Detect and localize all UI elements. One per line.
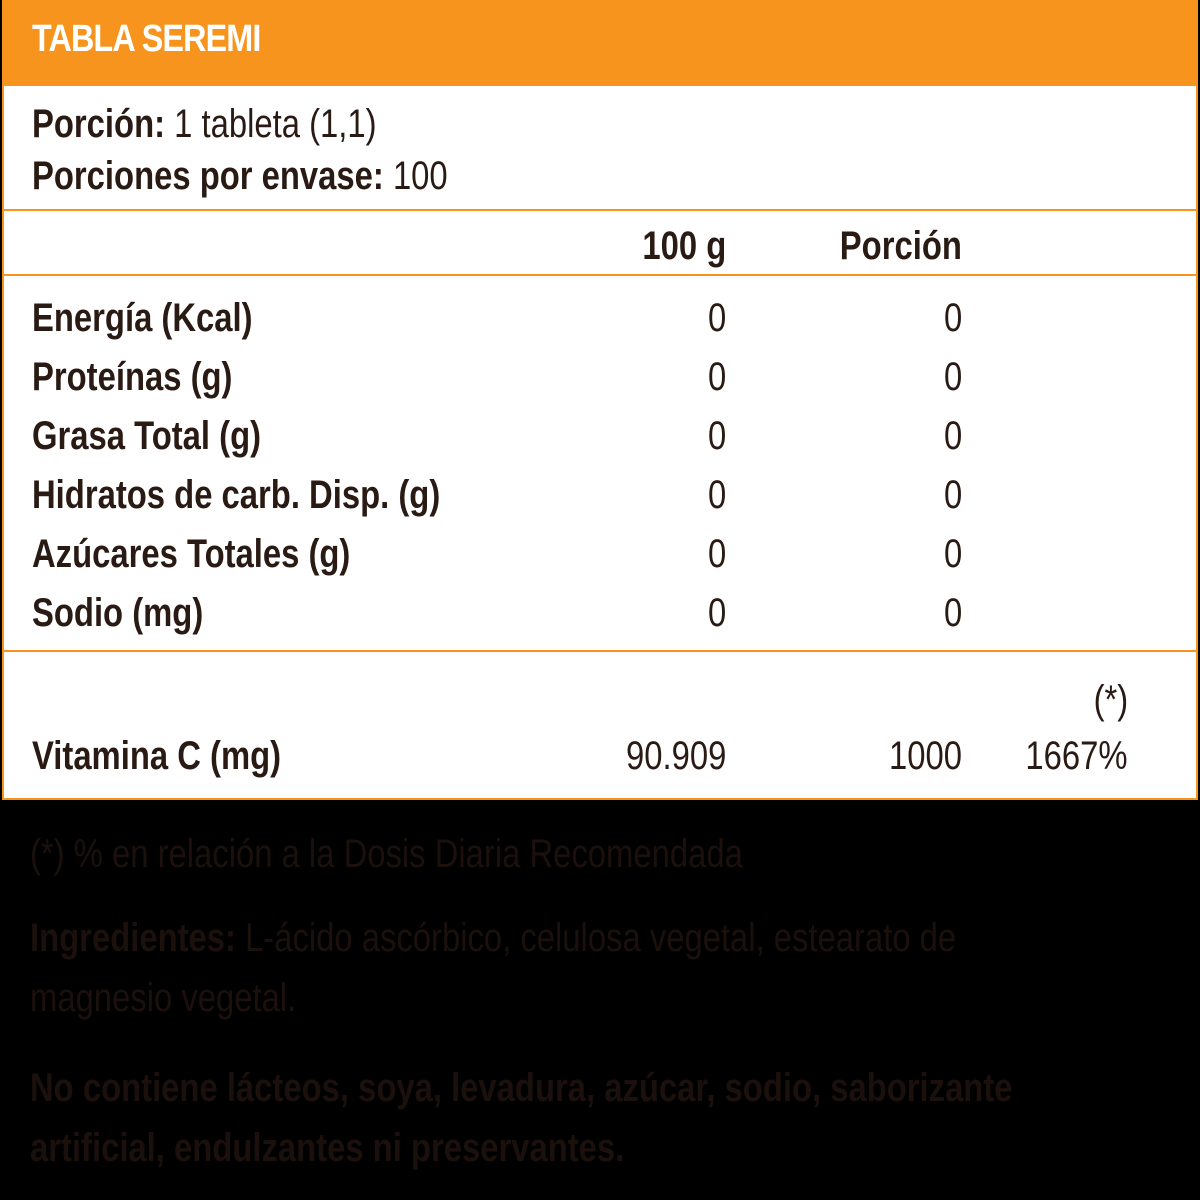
divider [4,274,1196,276]
title-bar [4,0,1196,86]
free-from-line-2: artificial, endulzantes ni preservantes. [30,1126,625,1170]
divider [4,650,1196,652]
nutrient-portion: 0 [943,532,962,576]
vitamin-percent: 1667% [1025,734,1128,778]
nutrient-per100: 0 [707,296,726,340]
nutrient-per100: 0 [707,414,726,458]
divider [4,209,1196,211]
ingredients-line-1 [30,914,956,962]
nutrient-name: Energía (Kcal) [32,296,253,340]
portions-per-pack-value: 100 [392,154,448,198]
nutrient-name: Azúcares Totales (g) [32,532,351,576]
vitamin-per100: 90.909 [625,734,726,778]
nutrition-table [2,0,1198,800]
ingredients-text: L-ácido ascórbico, celulosa vegetal, estearato de [245,916,957,960]
nutrient-portion: 0 [943,355,962,399]
daily-value-marker: (*) [1093,678,1128,722]
nutrient-per100: 0 [707,355,726,399]
column-header-portion: Porción [839,224,962,268]
portion-line [32,100,377,148]
nutrient-name: Grasa Total (g) [32,414,262,458]
portions-per-pack-label: Porciones por envase: [32,154,384,198]
nutrient-portion: 0 [943,414,962,458]
nutrient-per100: 0 [707,532,726,576]
portion-value: 1 tableta (1,1) [174,102,377,146]
ingredients-label: Ingredientes: [30,916,236,960]
column-header-100g: 100 g [642,224,726,268]
vitamin-name: Vitamina C (mg) [32,734,282,778]
nutrient-name: Sodio (mg) [32,591,204,635]
footnote: (*) % en relación a la Dosis Diaria Recomendada [30,832,743,876]
vitamin-portion: 1000 [889,734,962,778]
portions-per-pack-line [32,152,448,200]
nutrient-portion: 0 [943,473,962,517]
nutrient-name: Proteínas (g) [32,355,233,399]
nutrient-name: Hidratos de carb. Disp. (g) [32,473,441,517]
portion-label: Porción: [32,102,166,146]
nutrient-portion: 0 [943,591,962,635]
nutrient-per100: 0 [707,473,726,517]
ingredients-line-2: magnesio vegetal. [30,976,297,1020]
nutrient-per100: 0 [707,591,726,635]
nutrient-portion: 0 [943,296,962,340]
free-from-line-1: No contiene lácteos, soya, levadura, azúcar, sodio, saborizante [30,1066,1013,1110]
table-title: TABLA SEREMI [32,18,261,60]
